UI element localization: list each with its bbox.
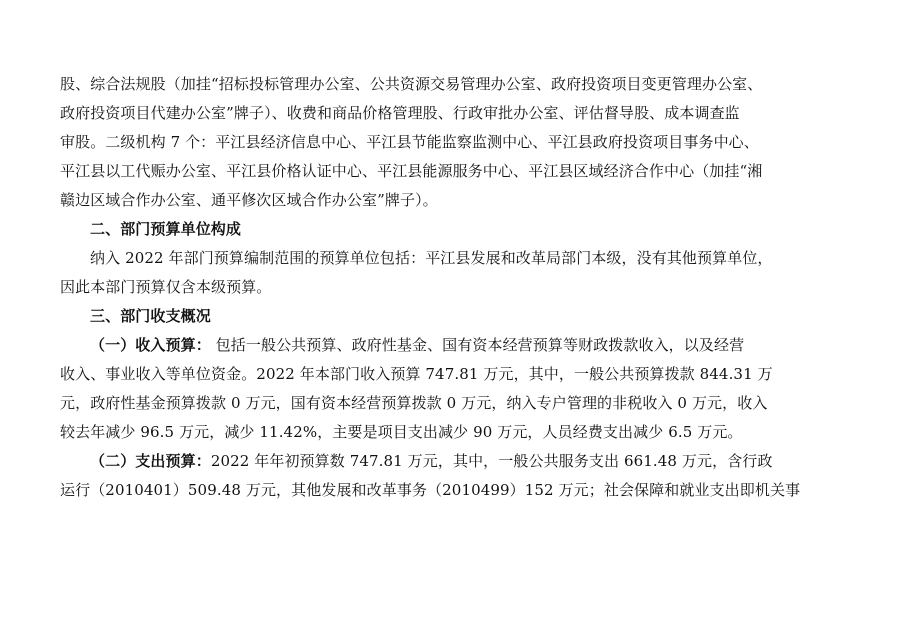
paragraph-line-expenditure [60,447,840,476]
section-heading-budget-units: 二、部门预算单位构成 [90,220,242,238]
expenditure-budget-text: 2022 年年初预算数 747.81 万元，其中，一般公共服务支出 661.48 万元，含行政 [210,452,773,470]
income-budget-label: （一）收入预算： [90,336,211,354]
document-body [60,70,840,505]
paragraph-line: 元，政府性基金预算拨款 0 万元，国有资本经营预算拨款 0 万元，纳入专户管理的非税收入 0 万元，收入 [60,394,768,412]
paragraph-line: 审股。二级机构 7 个：平江县经济信息中心、平江县节能监察监测中心、平江县政府投资项目事务中心、 [60,133,759,151]
paragraph-line: 赣边区域合作办公室、通平修次区域合作办公室”牌子）。 [60,191,438,209]
paragraph-line-income [60,331,840,360]
section-heading-revenue-expenditure: 三、部门收支概况 [90,307,211,325]
paragraph-line: 平江县以工代赈办公室、平江县价格认证中心、平江县能源服务中心、平江县区域经济合作中心（加挂“湘 [60,162,763,180]
paragraph-line: 政府投资项目代建办公室”牌子）、收费和商品价格管理股、行政审批办公室、评估督导股、成本调查监 [60,104,740,122]
paragraph-line: 较去年减少 96.5 万元，减少 11.42%，主要是项目支出减少 90 万元，人员经费支出减少 6.5 万元。 [60,423,743,441]
paragraph-line: 股、综合法规股（加挂“招标投标管理办公室、公共资源交易管理办公室、政府投资项目变更管理办公室、 [60,75,763,93]
paragraph-line: 收入、事业收入等单位资金。2022 年本部门收入预算 747.81 万元，其中，一般公共预算拨款 844.31 万 [60,365,773,383]
paragraph-line: 运行（2010401）509.48 万元，其他发展和改革事务（2010499）152 万元；社会保障和就业支出即机关事 [60,481,801,499]
paragraph-line: 因此本部门预算仅含本级预算。 [60,278,272,296]
income-budget-text: 包括一般公共预算、政府性基金、国有资本经营预算等财政拨款收入，以及经营 [210,336,745,354]
paragraph-line: 纳入 2022 年部门预算编制范围的预算单位包括：平江县发展和改革局部门本级，没有其他预算单位， [90,249,773,267]
expenditure-budget-label: （二）支出预算： [90,452,211,470]
